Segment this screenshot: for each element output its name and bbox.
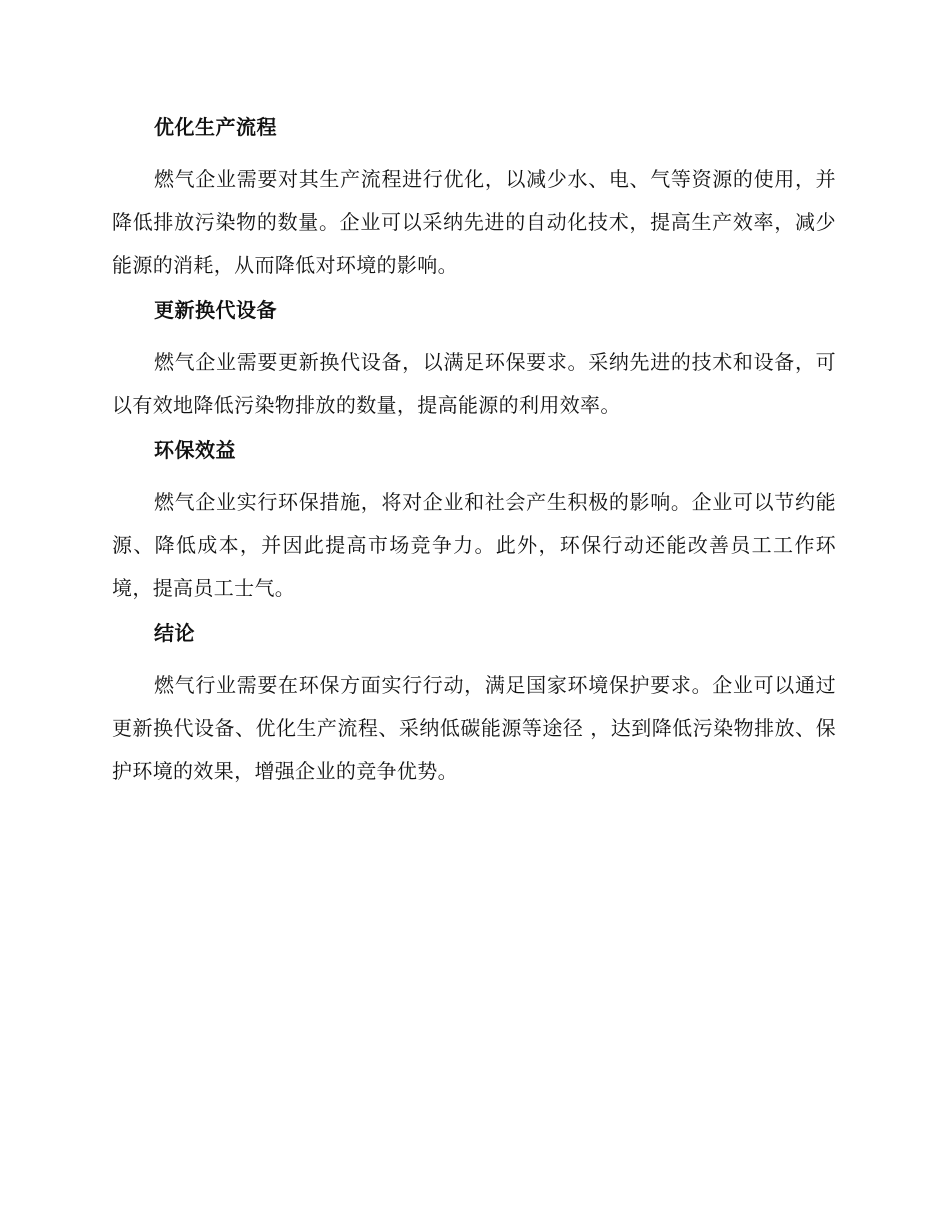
section-conclusion	[112, 614, 836, 793]
section-paragraph: 燃气行业需要在环保方面实行行动，满足国家环境保护要求。企业可以通过更新换代设备、优化生产流程、采纳低碳能源等途径 ，达到降低污染物排放、保护环境的效果，增强企业的竞争优势。	[112, 673, 836, 783]
section-paragraph: 燃气企业实行环保措施，将对企业和社会产生积极的影响。企业可以节约能源、降低成本，并因此提高市场竞争力。此外，环保行动还能改善员工工作环境，提高员工士气。	[112, 490, 836, 600]
section-paragraph: 燃气企业需要更新换代设备，以满足环保要求。采纳先进的技术和设备，可以有效地降低污染物排放的数量，提高能源的利用效率。	[112, 350, 836, 417]
section-heading: 更新换代设备	[154, 298, 277, 322]
section-environmental-benefits	[112, 431, 836, 610]
section-paragraph: 燃气企业需要对其生产流程进行优化，以减少水、电、气等资源的使用，并降低排放污染物的数量。企业可以采纳先进的自动化技术，提高生产效率，减少能源的消耗，从而降低对环境的影响。	[112, 167, 836, 277]
section-heading: 结论	[154, 621, 195, 645]
section-optimize-production	[112, 108, 836, 287]
document-content	[112, 108, 836, 797]
section-update-equipment	[112, 291, 836, 427]
section-heading: 优化生产流程	[154, 115, 277, 139]
section-heading: 环保效益	[154, 438, 236, 462]
